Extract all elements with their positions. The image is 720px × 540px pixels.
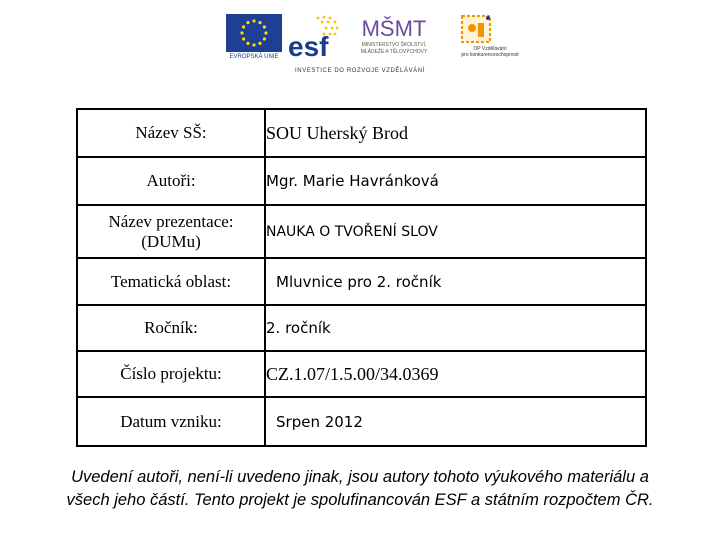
msmt-logo (344, 12, 444, 62)
label-school: Název SŠ: (77, 109, 265, 157)
value-grade: 2. ročník (265, 305, 646, 351)
table-row (77, 109, 646, 157)
msmt-caption (344, 42, 444, 56)
label-creation-date: Datum vzniku: (77, 397, 265, 446)
authorship-note (20, 466, 700, 512)
table-row (77, 258, 646, 305)
value-project-number: CZ.1.07/1.5.00/34.0369 (265, 351, 646, 397)
eu-caption: EVROPSKÁ UNIE (229, 54, 279, 60)
op-caption-line2: pro konkurenceschopnost (461, 52, 519, 58)
svg-text:MŠMT: MŠMT (361, 16, 427, 41)
value-presentation: NAUKA O TVOŘENÍ SLOV (265, 205, 646, 258)
eu-logo (226, 14, 282, 60)
svg-text:esf: esf (288, 31, 329, 60)
label-presentation (77, 205, 265, 258)
info-table (76, 108, 647, 447)
table-row (77, 397, 646, 446)
msmt-caption-line2: MLÁDEŽE A TĚLOVÝCHOVY (360, 49, 428, 55)
op-logo-icon (456, 14, 520, 46)
table-row (77, 157, 646, 205)
op-logo (456, 14, 520, 60)
authorship-note-line2: všech jeho částí. Tento projekt je spolufinancován ESF a státním rozpočtem ČR. (66, 491, 654, 509)
eu-flag-icon (226, 14, 282, 52)
logo-strip (0, 0, 720, 80)
esf-logo-icon (288, 14, 340, 60)
msmt-caption-line1: MINISTERSTVO ŠKOLSTVÍ, (361, 42, 427, 48)
esf-logo (288, 14, 340, 60)
value-thematic-area: Mluvnice pro 2. ročník (265, 258, 646, 305)
label-grade: Ročník: (77, 305, 265, 351)
label-presentation-line1: Název prezentace: (108, 211, 234, 231)
table-row (77, 305, 646, 351)
msmt-logo-icon (344, 12, 444, 42)
table-row (77, 205, 646, 258)
op-caption-line1: OP Vzdělávání (473, 46, 507, 52)
value-creation-date: Srpen 2012 (265, 397, 646, 446)
value-school: SOU Uherský Brod (265, 109, 646, 157)
label-project-number: Číslo projektu: (77, 351, 265, 397)
label-authors: Autoři: (77, 157, 265, 205)
op-caption (460, 46, 520, 58)
table-row (77, 351, 646, 397)
value-authors: Mgr. Marie Havránková (265, 157, 646, 205)
authorship-note-line1: Uvedení autoři, není-li uvedeno jinak, jsou autory tohoto výukového materiálu a (71, 468, 649, 486)
label-presentation-line2: (DUMu) (141, 231, 201, 251)
label-thematic-area: Tematická oblast: (77, 258, 265, 305)
tagline: INVESTICE DO ROZVOJE VZDĚLÁVÁNÍ (295, 68, 425, 74)
